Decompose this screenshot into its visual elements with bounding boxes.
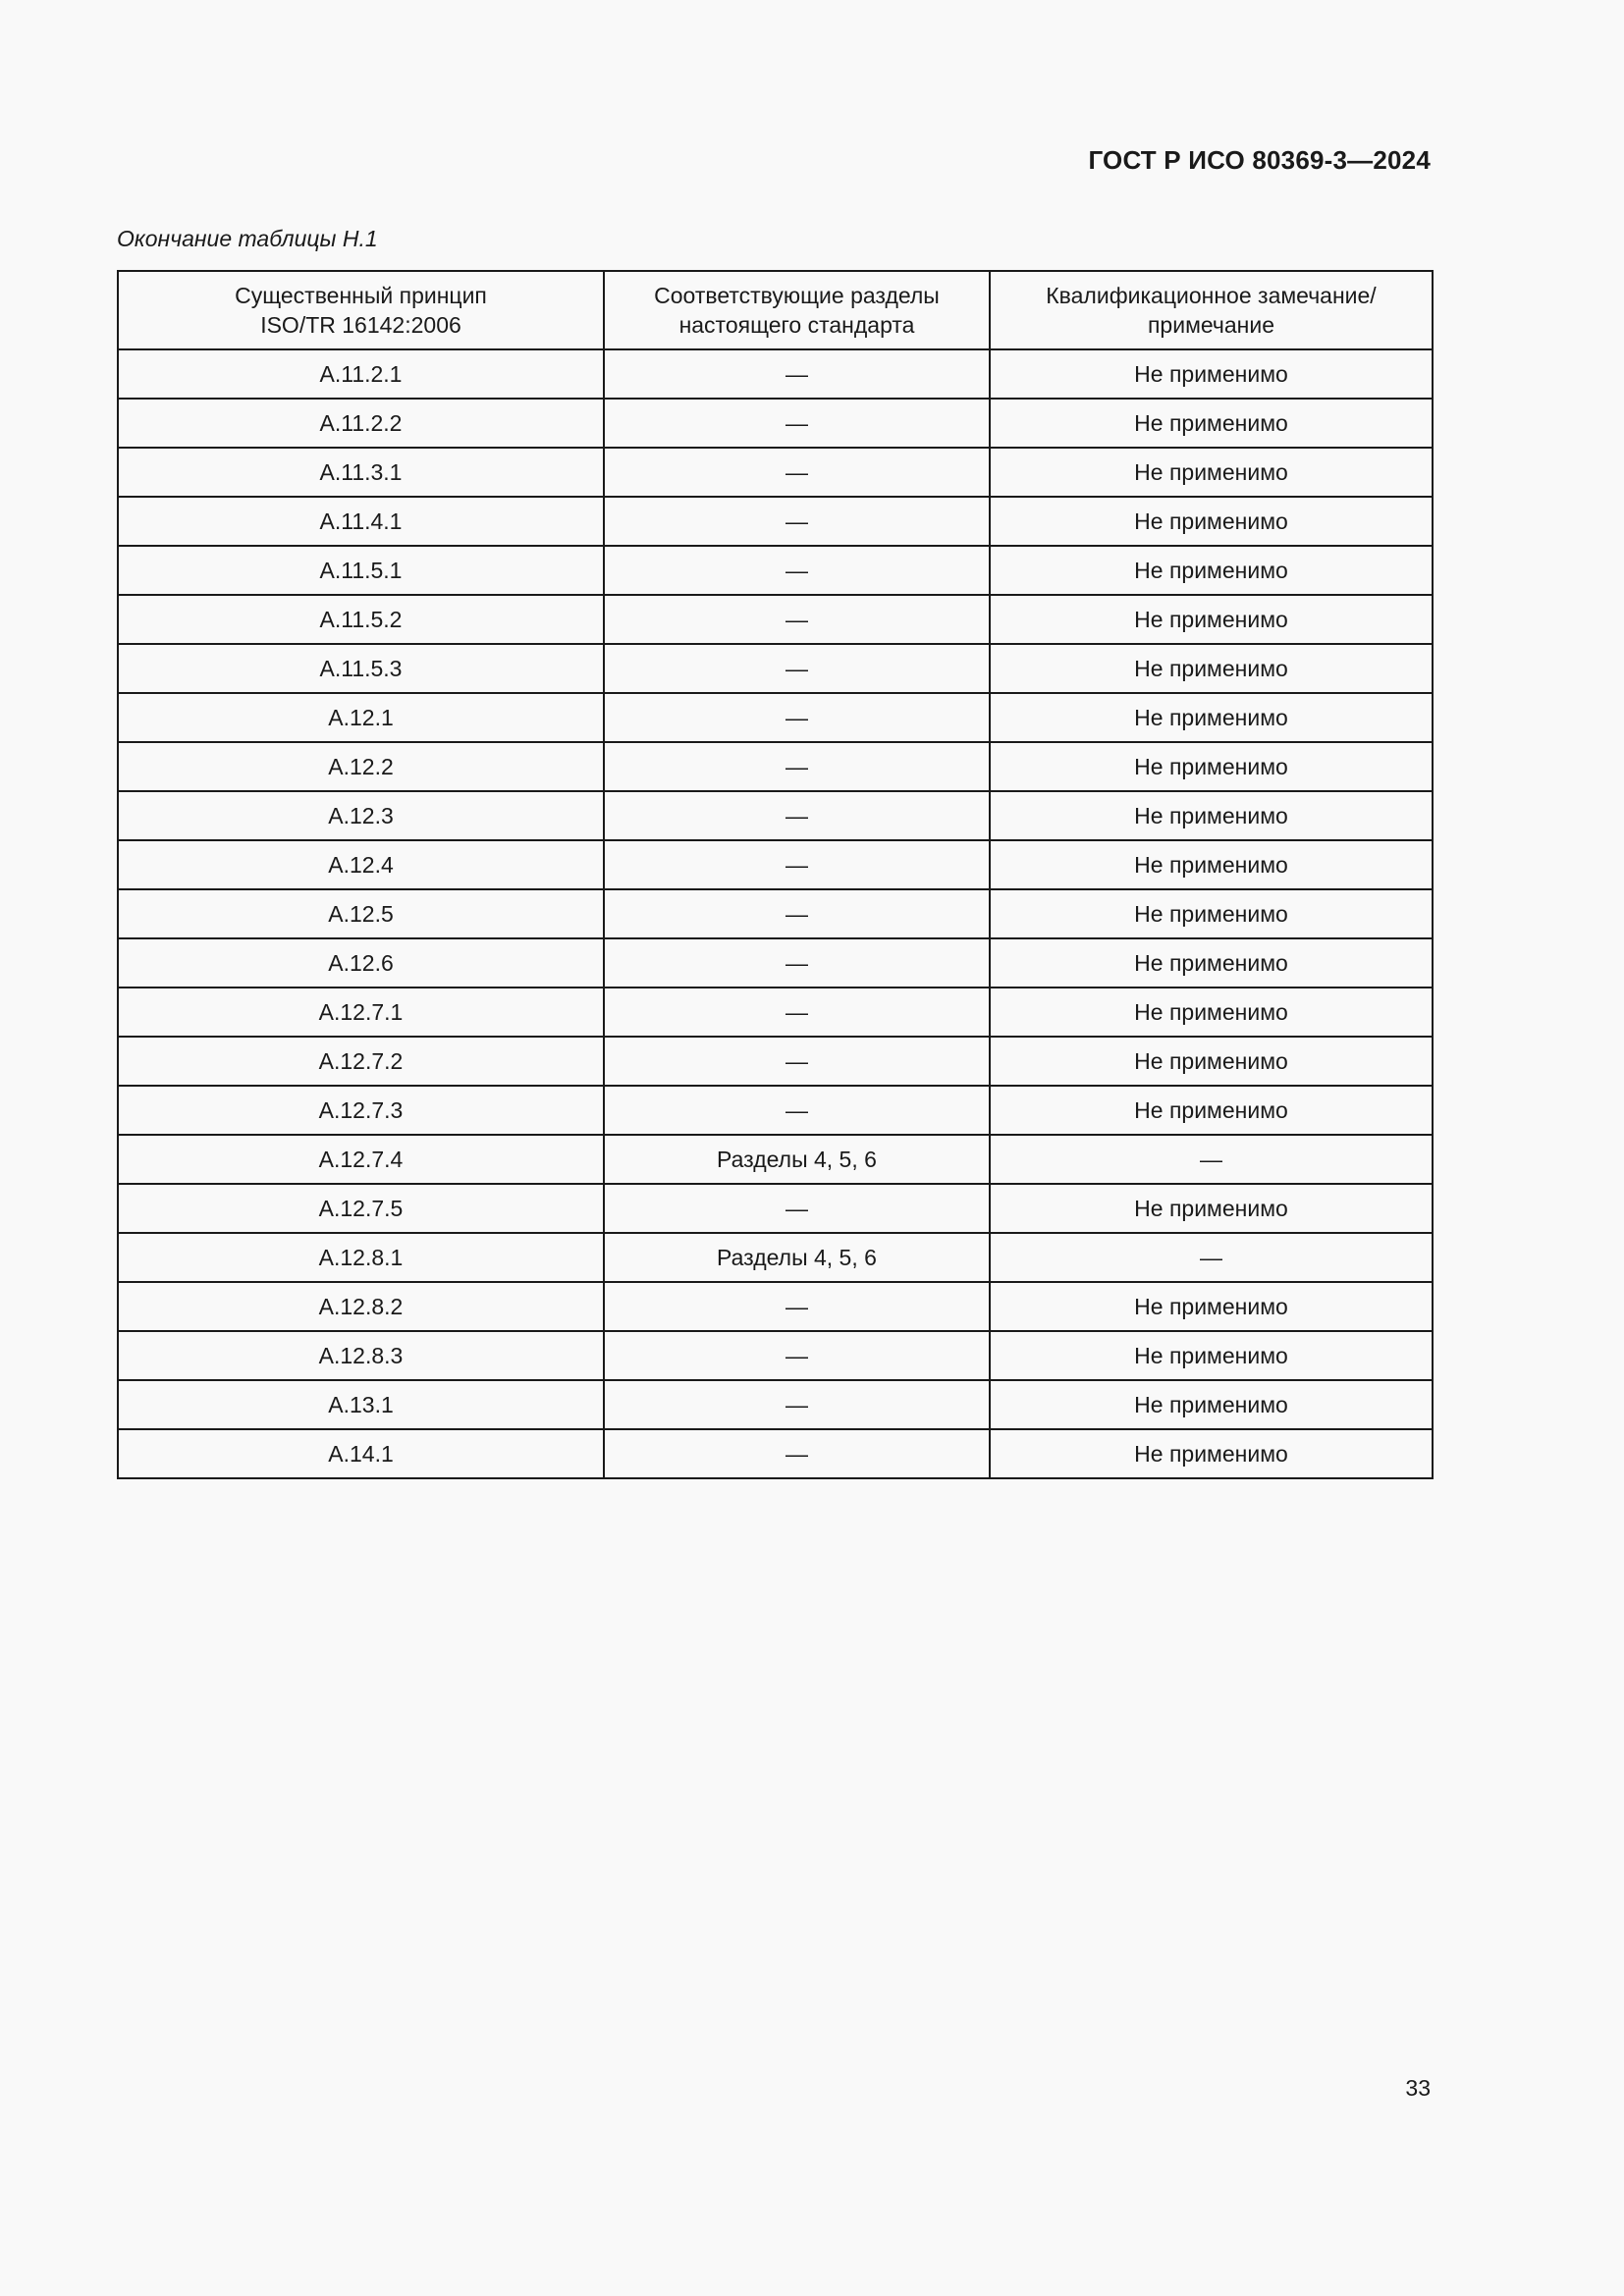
remark-cell: Не применимо	[990, 349, 1433, 399]
remark-cell: Не применимо	[990, 742, 1433, 791]
table-row	[118, 349, 1433, 399]
table-row	[118, 448, 1433, 497]
principle-cell: A.12.7.4	[118, 1135, 604, 1184]
table-row	[118, 546, 1433, 595]
table-row	[118, 1135, 1433, 1184]
sections-cell: —	[604, 1037, 990, 1086]
sections-cell: —	[604, 399, 990, 448]
sections-cell: —	[604, 349, 990, 399]
column-header-sections-label: Соответствующие разделы настоящего стандарта	[654, 283, 940, 338]
table-row	[118, 791, 1433, 840]
principle-cell: A.12.2	[118, 742, 604, 791]
principle-cell: A.11.5.2	[118, 595, 604, 644]
principle-cell: A.12.6	[118, 938, 604, 988]
sections-cell: —	[604, 1380, 990, 1429]
remark-cell: Не применимо	[990, 1429, 1433, 1478]
sections-cell: —	[604, 840, 990, 889]
remark-cell: Не применимо	[990, 1086, 1433, 1135]
sections-cell: —	[604, 448, 990, 497]
page-number: 33	[1405, 2075, 1431, 2101]
table-row	[118, 1429, 1433, 1478]
column-header-remark	[990, 271, 1433, 349]
sections-cell: —	[604, 889, 990, 938]
principle-cell: A.11.4.1	[118, 497, 604, 546]
principle-cell: A.12.7.5	[118, 1184, 604, 1233]
sections-cell: —	[604, 644, 990, 693]
principle-cell: A.11.2.1	[118, 349, 604, 399]
table-row	[118, 693, 1433, 742]
column-header-principle	[118, 271, 604, 349]
principle-cell: A.12.5	[118, 889, 604, 938]
remark-cell: Не применимо	[990, 546, 1433, 595]
remark-cell: Не применимо	[990, 988, 1433, 1037]
principle-cell: A.12.4	[118, 840, 604, 889]
table-row	[118, 1331, 1433, 1380]
correspondence-table	[117, 270, 1434, 1479]
remark-cell: —	[990, 1135, 1433, 1184]
table-row	[118, 497, 1433, 546]
column-header-remark-label: Квалификационное замечание/ примечание	[1046, 283, 1377, 338]
principle-cell: A.12.3	[118, 791, 604, 840]
sections-cell: —	[604, 988, 990, 1037]
sections-cell: Разделы 4, 5, 6	[604, 1233, 990, 1282]
remark-cell: Не применимо	[990, 595, 1433, 644]
remark-cell: Не применимо	[990, 1184, 1433, 1233]
sections-cell: —	[604, 1331, 990, 1380]
principle-cell: A.12.8.2	[118, 1282, 604, 1331]
column-header-principle-label: Существенный принцип ISO/TR 16142:2006	[235, 283, 487, 338]
principle-cell: A.12.8.1	[118, 1233, 604, 1282]
sections-cell: —	[604, 791, 990, 840]
remark-cell: Не применимо	[990, 938, 1433, 988]
table-caption: Окончание таблицы H.1	[117, 226, 378, 251]
sections-cell: —	[604, 742, 990, 791]
remark-cell: Не применимо	[990, 448, 1433, 497]
remark-cell: Не применимо	[990, 497, 1433, 546]
table-row	[118, 1037, 1433, 1086]
principle-cell: A.11.2.2	[118, 399, 604, 448]
table-row	[118, 889, 1433, 938]
principle-cell: A.12.8.3	[118, 1331, 604, 1380]
sections-cell: —	[604, 595, 990, 644]
table-row	[118, 595, 1433, 644]
table-row	[118, 742, 1433, 791]
principle-cell: A.14.1	[118, 1429, 604, 1478]
sections-cell: —	[604, 1282, 990, 1331]
remark-cell: Не применимо	[990, 840, 1433, 889]
sections-cell: —	[604, 1184, 990, 1233]
table-row	[118, 1233, 1433, 1282]
table-row	[118, 1086, 1433, 1135]
sections-cell: Разделы 4, 5, 6	[604, 1135, 990, 1184]
document-number-header: ГОСТ Р ИСО 80369-3—2024	[1088, 145, 1431, 175]
remark-cell: Не применимо	[990, 1282, 1433, 1331]
column-header-sections	[604, 271, 990, 349]
remark-cell: Не применимо	[990, 644, 1433, 693]
table-row	[118, 1184, 1433, 1233]
table-row	[118, 399, 1433, 448]
remark-cell: —	[990, 1233, 1433, 1282]
principle-cell: A.11.5.3	[118, 644, 604, 693]
sections-cell: —	[604, 693, 990, 742]
sections-cell: —	[604, 497, 990, 546]
sections-cell: —	[604, 546, 990, 595]
principle-cell: A.13.1	[118, 1380, 604, 1429]
table-body	[118, 349, 1433, 1478]
remark-cell: Не применимо	[990, 1331, 1433, 1380]
sections-cell: —	[604, 938, 990, 988]
principle-cell: A.12.7.3	[118, 1086, 604, 1135]
table-row	[118, 988, 1433, 1037]
sections-cell: —	[604, 1086, 990, 1135]
table-row	[118, 1380, 1433, 1429]
table-row	[118, 644, 1433, 693]
remark-cell: Не применимо	[990, 399, 1433, 448]
principle-cell: A.11.3.1	[118, 448, 604, 497]
remark-cell: Не применимо	[990, 791, 1433, 840]
principle-cell: A.12.7.2	[118, 1037, 604, 1086]
remark-cell: Не применимо	[990, 1037, 1433, 1086]
table-header-row	[118, 271, 1433, 349]
sections-cell: —	[604, 1429, 990, 1478]
remark-cell: Не применимо	[990, 1380, 1433, 1429]
principle-cell: A.12.1	[118, 693, 604, 742]
table-row	[118, 1282, 1433, 1331]
remark-cell: Не применимо	[990, 889, 1433, 938]
principle-cell: A.11.5.1	[118, 546, 604, 595]
table-row	[118, 938, 1433, 988]
principle-cell: A.12.7.1	[118, 988, 604, 1037]
remark-cell: Не применимо	[990, 693, 1433, 742]
table-row	[118, 840, 1433, 889]
